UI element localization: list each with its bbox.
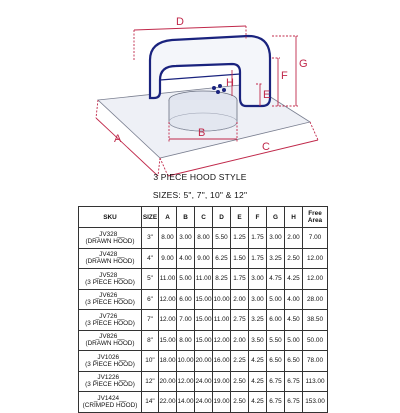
dim-label-e: E <box>263 89 271 101</box>
cell-b: 14.00 <box>177 392 195 413</box>
cell-e: 2.75 <box>231 310 249 331</box>
sku-code: _JV328__ <box>95 230 125 238</box>
cell-g: 5.00 <box>267 289 285 310</box>
cell-c: 15.00 <box>195 289 213 310</box>
vent-dot <box>216 90 220 94</box>
cell-c: 8.00 <box>195 228 213 249</box>
sku-cell <box>79 371 142 392</box>
dim-label-g: G <box>299 58 308 70</box>
cell-h: 4.50 <box>285 310 303 331</box>
cell-f: 1.75 <box>249 248 267 269</box>
hood-diagram <box>0 0 400 190</box>
cell-b: 8.00 <box>177 330 195 351</box>
cell-fa: 12.00 <box>303 248 328 269</box>
sku-cell <box>79 310 142 331</box>
cell-b: 12.00 <box>177 371 195 392</box>
cell-fa: 12.00 <box>303 269 328 290</box>
cell-h: 6.50 <box>285 351 303 372</box>
sku-type: (3 PIECE HOOD) <box>85 299 135 307</box>
cell-size: 5" <box>142 269 159 290</box>
cell-g: 3.25 <box>267 248 285 269</box>
cell-f: 3.00 <box>249 289 267 310</box>
vent-dot <box>218 84 222 88</box>
cell-g: 4.75 <box>267 269 285 290</box>
header-free-area: Free Area <box>303 207 328 228</box>
vent-dot <box>212 86 216 90</box>
cell-e: 2.50 <box>231 392 249 413</box>
cell-a: 22.00 <box>159 392 177 413</box>
cell-size: 14" <box>142 392 159 413</box>
sku-type: (DRAWN HOOD) <box>85 340 135 348</box>
cell-fa: 7.00 <box>303 228 328 249</box>
cell-b: 7.00 <box>177 310 195 331</box>
sku-code: _JV1226__ <box>93 374 127 382</box>
sku-code: _JV726__ <box>95 312 125 320</box>
cell-e: 2.00 <box>231 330 249 351</box>
cell-f: 4.25 <box>249 371 267 392</box>
sku-type: (3 PIECE HOOD) <box>85 319 135 327</box>
cell-size: 7" <box>142 310 159 331</box>
table-header-row <box>79 207 328 228</box>
sku-type: (3 PIECE HOOD) <box>85 278 135 286</box>
cell-size: 4" <box>142 248 159 269</box>
cell-d: 8.25 <box>213 269 231 290</box>
sku-type: (CRIMPED HOOD) <box>82 401 138 409</box>
dim-label-d: D <box>176 16 184 28</box>
cell-b: 3.00 <box>177 228 195 249</box>
cell-e: 1.75 <box>231 269 249 290</box>
header-f: F <box>249 207 267 228</box>
header-g: G <box>267 207 285 228</box>
cell-g: 6.50 <box>267 351 285 372</box>
cell-h: 5.00 <box>285 330 303 351</box>
cell-c: 24.00 <box>195 371 213 392</box>
table-row <box>79 248 328 269</box>
cell-b: 5.00 <box>177 269 195 290</box>
header-d: D <box>213 207 231 228</box>
header-sku: SKU <box>79 207 142 228</box>
cell-f: 1.75 <box>249 228 267 249</box>
cell-b: 6.00 <box>177 289 195 310</box>
sku-cell <box>79 392 142 413</box>
cell-fa: 78.00 <box>303 351 328 372</box>
cell-h: 4.00 <box>285 289 303 310</box>
cell-h: 6.75 <box>285 371 303 392</box>
cell-b: 10.00 <box>177 351 195 372</box>
cell-a: 11.00 <box>159 269 177 290</box>
sku-code: _JV1026__ <box>93 353 127 361</box>
cell-fa: 28.00 <box>303 289 328 310</box>
cell-h: 4.25 <box>285 269 303 290</box>
cell-f: 4.25 <box>249 392 267 413</box>
cell-h: 6.75 <box>285 392 303 413</box>
table-row <box>79 330 328 351</box>
cell-e: 1.50 <box>231 248 249 269</box>
sku-type: (3 PIECE HOOD) <box>85 381 135 389</box>
style-caption: 3 PIECE HOOD STYLE <box>153 172 247 182</box>
cell-e: 2.25 <box>231 351 249 372</box>
cell-size: 12" <box>142 371 159 392</box>
dim-label-b: B <box>198 127 206 139</box>
table-row <box>79 371 328 392</box>
cell-e: 2.00 <box>231 289 249 310</box>
cell-g: 3.00 <box>267 228 285 249</box>
cell-a: 18.00 <box>159 351 177 372</box>
dimensions-table <box>78 206 328 413</box>
cell-d: 19.00 <box>213 371 231 392</box>
header-size: SIZE <box>142 207 159 228</box>
cell-f: 3.00 <box>249 269 267 290</box>
cell-fa: 153.00 <box>303 392 328 413</box>
cell-c: 15.00 <box>195 330 213 351</box>
table-row <box>79 228 328 249</box>
cell-c: 11.00 <box>195 269 213 290</box>
sku-cell <box>79 269 142 290</box>
sku-cell <box>79 330 142 351</box>
dim-label-f: F <box>281 70 288 82</box>
cell-g: 6.75 <box>267 392 285 413</box>
cell-size: 8" <box>142 330 159 351</box>
cell-d: 12.00 <box>213 330 231 351</box>
cell-fa: 113.00 <box>303 371 328 392</box>
cell-fa: 50.00 <box>303 330 328 351</box>
cell-e: 1.25 <box>231 228 249 249</box>
cell-size: 3" <box>142 228 159 249</box>
cell-g: 6.00 <box>267 310 285 331</box>
cell-g: 6.75 <box>267 371 285 392</box>
cell-b: 4.00 <box>177 248 195 269</box>
sku-cell <box>79 351 142 372</box>
sku-type: (DRAWN HOOD) <box>85 237 135 245</box>
cell-d: 10.00 <box>213 289 231 310</box>
sku-type: (3 PIECE HOOD) <box>85 360 135 368</box>
cell-a: 20.00 <box>159 371 177 392</box>
cell-d: 6.25 <box>213 248 231 269</box>
table-body <box>79 228 328 413</box>
sizes-caption: SIZES: 5", 7", 10" & 12" <box>152 190 248 200</box>
cell-h: 2.50 <box>285 248 303 269</box>
dim-label-a: A <box>114 133 122 145</box>
cell-d: 19.00 <box>213 392 231 413</box>
cell-f: 4.25 <box>249 351 267 372</box>
header-h: H <box>285 207 303 228</box>
sku-code: _JV1424__ <box>93 394 127 402</box>
table-row <box>79 351 328 372</box>
cell-c: 15.00 <box>195 310 213 331</box>
sku-cell <box>79 228 142 249</box>
header-b: B <box>177 207 195 228</box>
sku-cell <box>79 289 142 310</box>
cell-a: 12.00 <box>159 289 177 310</box>
cell-a: 9.00 <box>159 248 177 269</box>
cell-d: 5.50 <box>213 228 231 249</box>
cell-d: 11.00 <box>213 310 231 331</box>
table-row <box>79 392 328 413</box>
cell-fa: 38.50 <box>303 310 328 331</box>
header-e: E <box>231 207 249 228</box>
cell-a: 8.00 <box>159 228 177 249</box>
cell-d: 16.00 <box>213 351 231 372</box>
cell-h: 2.00 <box>285 228 303 249</box>
header-c: C <box>195 207 213 228</box>
cell-c: 20.00 <box>195 351 213 372</box>
cell-c: 9.00 <box>195 248 213 269</box>
cell-g: 5.50 <box>267 330 285 351</box>
cell-size: 10" <box>142 351 159 372</box>
table-row <box>79 269 328 290</box>
cell-a: 12.00 <box>159 310 177 331</box>
header-a: A <box>159 207 177 228</box>
cell-a: 15.00 <box>159 330 177 351</box>
sku-code: _JV428__ <box>95 251 125 259</box>
table-row <box>79 289 328 310</box>
sku-code: _JV528__ <box>95 271 125 279</box>
dim-label-c: C <box>262 141 270 153</box>
sku-code: _JV626__ <box>95 292 125 300</box>
table-row <box>79 310 328 331</box>
cell-f: 3.25 <box>249 310 267 331</box>
cell-c: 24.00 <box>195 392 213 413</box>
cell-f: 3.50 <box>249 330 267 351</box>
sku-cell <box>79 248 142 269</box>
cell-e: 2.50 <box>231 371 249 392</box>
sku-type: (DRAWN HOOD) <box>85 258 135 266</box>
sku-code: _JV826__ <box>95 333 125 341</box>
dim-label-h: H <box>226 77 234 89</box>
cell-size: 6" <box>142 289 159 310</box>
